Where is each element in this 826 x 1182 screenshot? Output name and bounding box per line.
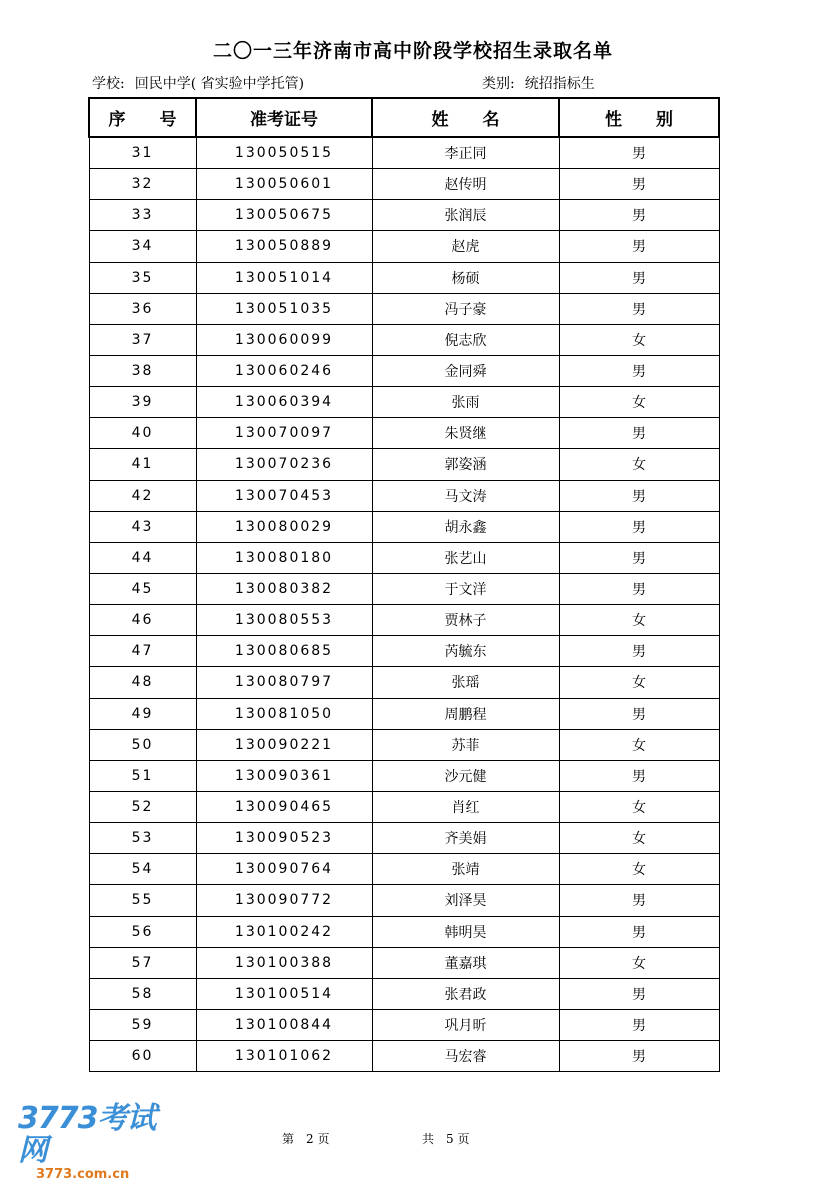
row-gender: 男 <box>559 137 719 169</box>
table-row <box>89 947 719 978</box>
header-name: 姓 名 <box>372 98 559 137</box>
table-header-row <box>89 98 719 137</box>
row-student-name: 马文涛 <box>372 480 559 511</box>
table-row <box>89 387 719 418</box>
row-exam-id: 130100388 <box>196 947 372 978</box>
row-gender: 女 <box>559 823 719 854</box>
row-serial: 46 <box>89 605 196 636</box>
row-gender: 男 <box>559 916 719 947</box>
table-row <box>89 231 719 262</box>
row-student-name: 董嘉琪 <box>372 947 559 978</box>
row-student-name: 韩明昊 <box>372 916 559 947</box>
row-gender: 男 <box>559 885 719 916</box>
row-serial: 45 <box>89 573 196 604</box>
table-row <box>89 636 719 667</box>
row-serial: 60 <box>89 1041 196 1072</box>
row-student-name: 胡永鑫 <box>372 511 559 542</box>
row-serial: 56 <box>89 916 196 947</box>
table-row <box>89 418 719 449</box>
row-exam-id: 130080382 <box>196 573 372 604</box>
table-row <box>89 542 719 573</box>
category-value: 统招指标生 <box>524 76 595 92</box>
row-student-name: 张君政 <box>372 978 559 1009</box>
table-row <box>89 200 719 231</box>
row-student-name: 杨硕 <box>372 262 559 293</box>
table-row <box>89 137 719 169</box>
row-gender: 女 <box>559 729 719 760</box>
row-student-name: 巩月昕 <box>372 1009 559 1040</box>
row-gender: 男 <box>559 760 719 791</box>
row-exam-id: 130050515 <box>196 137 372 169</box>
row-exam-id: 130060099 <box>196 324 372 355</box>
row-student-name: 芮毓东 <box>372 636 559 667</box>
row-gender: 男 <box>559 355 719 386</box>
admission-table <box>88 97 720 1072</box>
category-label: 类别: <box>482 76 515 92</box>
row-student-name: 赵传明 <box>372 169 559 200</box>
row-gender: 男 <box>559 1009 719 1040</box>
header-exam-id: 准考证号 <box>196 98 372 137</box>
row-gender: 女 <box>559 667 719 698</box>
row-gender: 男 <box>559 480 719 511</box>
row-serial: 49 <box>89 698 196 729</box>
row-serial: 33 <box>89 200 196 231</box>
row-student-name: 张艺山 <box>372 542 559 573</box>
header-gender: 性 别 <box>559 98 719 137</box>
row-serial: 36 <box>89 293 196 324</box>
row-serial: 57 <box>89 947 196 978</box>
row-gender: 女 <box>559 854 719 885</box>
row-student-name: 冯子豪 <box>372 293 559 324</box>
row-serial: 59 <box>89 1009 196 1040</box>
row-student-name: 张靖 <box>372 854 559 885</box>
table-row <box>89 916 719 947</box>
row-exam-id: 130090764 <box>196 854 372 885</box>
row-gender: 男 <box>559 231 719 262</box>
row-exam-id: 130100844 <box>196 1009 372 1040</box>
row-serial: 53 <box>89 823 196 854</box>
row-gender: 男 <box>559 293 719 324</box>
row-student-name: 朱贤继 <box>372 418 559 449</box>
table-row <box>89 978 719 1009</box>
row-exam-id: 130101062 <box>196 1041 372 1072</box>
table-row <box>89 791 719 822</box>
row-gender: 男 <box>559 542 719 573</box>
table-row <box>89 605 719 636</box>
row-exam-id: 130080797 <box>196 667 372 698</box>
table-row <box>89 355 719 386</box>
row-gender: 女 <box>559 605 719 636</box>
row-exam-id: 130081050 <box>196 698 372 729</box>
row-serial: 32 <box>89 169 196 200</box>
row-exam-id: 130090361 <box>196 760 372 791</box>
table-row <box>89 262 719 293</box>
row-serial: 48 <box>89 667 196 698</box>
row-gender: 女 <box>559 387 719 418</box>
table-row <box>89 324 719 355</box>
row-serial: 54 <box>89 854 196 885</box>
row-serial: 43 <box>89 511 196 542</box>
row-gender: 女 <box>559 947 719 978</box>
row-student-name: 刘泽昊 <box>372 885 559 916</box>
row-serial: 39 <box>89 387 196 418</box>
row-exam-id: 130051014 <box>196 262 372 293</box>
row-student-name: 肖红 <box>372 791 559 822</box>
row-student-name: 倪志欣 <box>372 324 559 355</box>
school-label: 学校: <box>92 76 125 92</box>
row-student-name: 张雨 <box>372 387 559 418</box>
header-serial: 序 号 <box>89 98 196 137</box>
row-exam-id: 130060246 <box>196 355 372 386</box>
table-row <box>89 885 719 916</box>
row-gender: 女 <box>559 324 719 355</box>
row-exam-id: 130090772 <box>196 885 372 916</box>
table-row <box>89 293 719 324</box>
table-row <box>89 760 719 791</box>
row-exam-id: 130070236 <box>196 449 372 480</box>
row-exam-id: 130050675 <box>196 200 372 231</box>
table-row <box>89 1041 719 1072</box>
row-gender: 男 <box>559 978 719 1009</box>
table-row <box>89 729 719 760</box>
row-exam-id: 130080180 <box>196 542 372 573</box>
row-gender: 男 <box>559 169 719 200</box>
row-serial: 51 <box>89 760 196 791</box>
row-gender: 男 <box>559 1041 719 1072</box>
site-logo <box>18 1101 178 1182</box>
row-exam-id: 130051035 <box>196 293 372 324</box>
table-row <box>89 449 719 480</box>
table-row <box>89 573 719 604</box>
row-serial: 37 <box>89 324 196 355</box>
row-student-name: 周鹏程 <box>372 698 559 729</box>
row-exam-id: 130100514 <box>196 978 372 1009</box>
row-serial: 44 <box>89 542 196 573</box>
page-number: 第 2 页 <box>282 1132 330 1146</box>
row-exam-id: 130080029 <box>196 511 372 542</box>
row-gender: 男 <box>559 573 719 604</box>
row-serial: 58 <box>89 978 196 1009</box>
row-student-name: 李正同 <box>372 137 559 169</box>
table-row <box>89 511 719 542</box>
table-row <box>89 667 719 698</box>
row-student-name: 张瑶 <box>372 667 559 698</box>
table-row <box>89 169 719 200</box>
row-student-name: 马宏睿 <box>372 1041 559 1072</box>
category-info <box>482 73 595 93</box>
row-exam-id: 130060394 <box>196 387 372 418</box>
row-gender: 男 <box>559 418 719 449</box>
row-exam-id: 130090523 <box>196 823 372 854</box>
row-exam-id: 130090465 <box>196 791 372 822</box>
row-exam-id: 130050601 <box>196 169 372 200</box>
row-gender: 男 <box>559 200 719 231</box>
table-row <box>89 823 719 854</box>
school-info <box>92 73 304 93</box>
row-serial: 47 <box>89 636 196 667</box>
row-gender: 女 <box>559 791 719 822</box>
row-exam-id: 130050889 <box>196 231 372 262</box>
row-serial: 52 <box>89 791 196 822</box>
row-serial: 42 <box>89 480 196 511</box>
table-row <box>89 698 719 729</box>
row-gender: 男 <box>559 511 719 542</box>
row-exam-id: 130080685 <box>196 636 372 667</box>
row-student-name: 齐美娟 <box>372 823 559 854</box>
row-gender: 男 <box>559 636 719 667</box>
table-row <box>89 854 719 885</box>
row-serial: 50 <box>89 729 196 760</box>
row-serial: 55 <box>89 885 196 916</box>
row-serial: 31 <box>89 137 196 169</box>
row-exam-id: 130080553 <box>196 605 372 636</box>
document-title: 二〇一三年济南市高中阶段学校招生录取名单 <box>212 40 613 62</box>
table-row <box>89 480 719 511</box>
row-exam-id: 130070453 <box>196 480 372 511</box>
row-serial: 41 <box>89 449 196 480</box>
school-value: 回民中学( 省实验中学托管) <box>134 76 305 92</box>
row-exam-id: 130090221 <box>196 729 372 760</box>
logo-text: 3773考试网 <box>18 1101 156 1168</box>
row-serial: 38 <box>89 355 196 386</box>
row-exam-id: 130070097 <box>196 418 372 449</box>
row-gender: 男 <box>559 262 719 293</box>
row-student-name: 沙元健 <box>372 760 559 791</box>
row-student-name: 苏菲 <box>372 729 559 760</box>
row-exam-id: 130100242 <box>196 916 372 947</box>
row-student-name: 于文洋 <box>372 573 559 604</box>
row-gender: 女 <box>559 449 719 480</box>
row-gender: 男 <box>559 698 719 729</box>
row-student-name: 贾林子 <box>372 605 559 636</box>
logo-url: 3773.com.cn <box>36 1167 130 1182</box>
row-student-name: 赵虎 <box>372 231 559 262</box>
row-student-name: 郭姿涵 <box>372 449 559 480</box>
row-student-name: 金同舜 <box>372 355 559 386</box>
row-serial: 35 <box>89 262 196 293</box>
page-total: 共 5 页 <box>422 1132 470 1146</box>
row-serial: 40 <box>89 418 196 449</box>
row-student-name: 张润辰 <box>372 200 559 231</box>
row-serial: 34 <box>89 231 196 262</box>
table-row <box>89 1009 719 1040</box>
